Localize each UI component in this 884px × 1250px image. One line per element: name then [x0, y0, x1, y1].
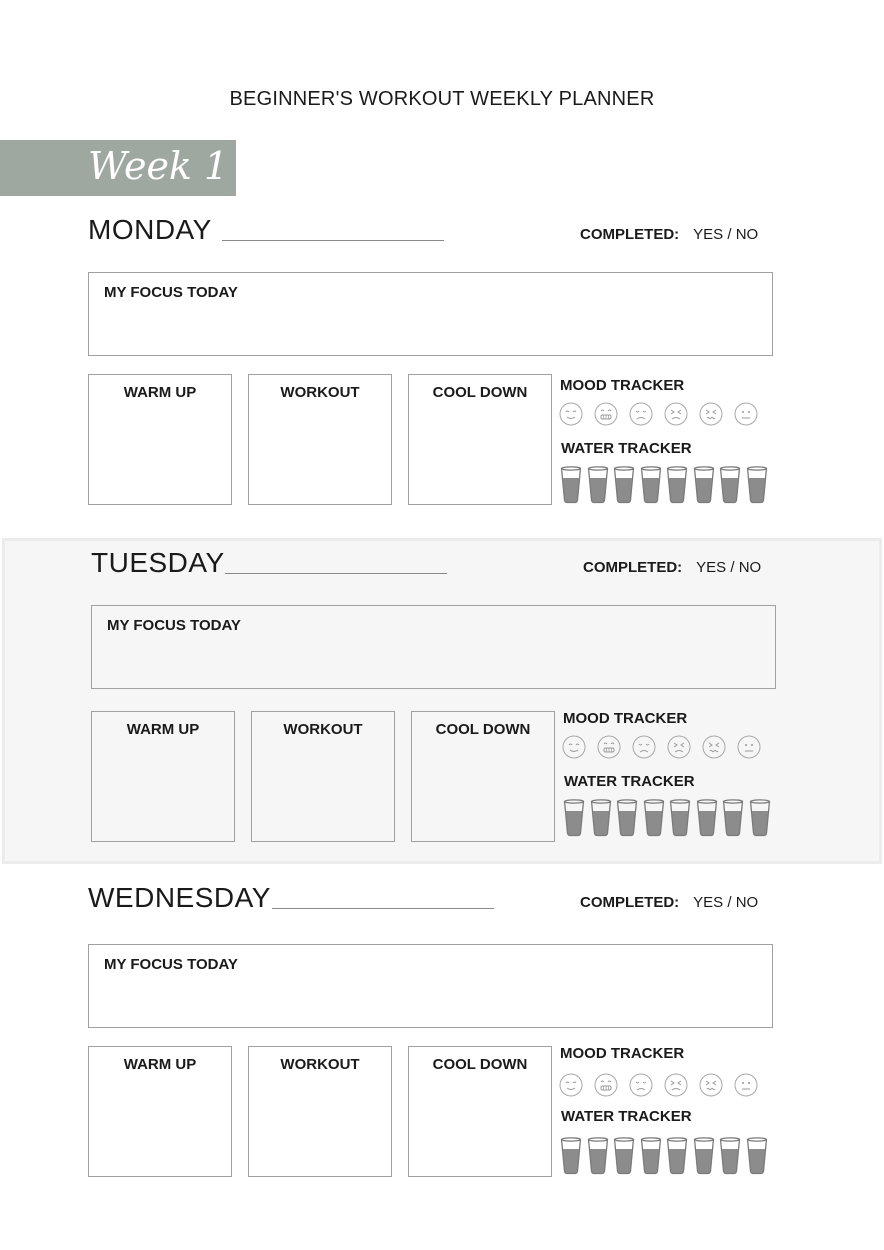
water-glass-icon[interactable]: [746, 466, 768, 504]
day-section-tuesday: [91, 547, 791, 847]
warm-up-box[interactable]: [88, 1046, 232, 1177]
focus-box[interactable]: [88, 272, 773, 356]
sad-face-icon[interactable]: [629, 1073, 653, 1097]
cool-down-label: COOL DOWN: [432, 1056, 528, 1073]
water-glass-icon[interactable]: [722, 799, 744, 837]
mood-tracker-title: MOOD TRACKER: [560, 377, 685, 394]
water-glass-icon[interactable]: [560, 1137, 582, 1175]
cool-down-label: COOL DOWN: [432, 384, 528, 401]
focus-box[interactable]: [88, 944, 773, 1028]
completed-status[interactable]: [580, 226, 758, 244]
focus-box[interactable]: [91, 605, 776, 689]
mood-tracker-title: MOOD TRACKER: [563, 710, 688, 727]
water-tracker-title: WATER TRACKER: [561, 1108, 692, 1125]
focus-label: MY FOCUS TODAY: [107, 617, 241, 634]
water-glass-icon[interactable]: [590, 799, 612, 837]
cool-down-box[interactable]: [411, 711, 555, 842]
water-glass-icon[interactable]: [693, 1137, 715, 1175]
grinning-face-icon[interactable]: [594, 1073, 618, 1097]
week-banner: [0, 140, 236, 196]
water-glass-icon[interactable]: [719, 1137, 741, 1175]
water-glass-icon[interactable]: [640, 1137, 662, 1175]
water-glass-icon[interactable]: [587, 1137, 609, 1175]
dizzy-face-icon[interactable]: [702, 735, 726, 759]
warm-up-box[interactable]: [88, 374, 232, 505]
completed-options[interactable]: YES / NO: [693, 226, 759, 243]
dizzy-face-icon[interactable]: [699, 402, 723, 426]
completed-status[interactable]: [583, 559, 761, 577]
day-section-monday: [88, 214, 788, 514]
dizzy-face-icon[interactable]: [699, 1073, 723, 1097]
day-section-wednesday: [88, 882, 788, 1182]
mood-tracker-title: MOOD TRACKER: [560, 1045, 685, 1062]
day-name-underline: [272, 908, 494, 909]
water-glass-icon[interactable]: [693, 466, 715, 504]
sad-face-icon[interactable]: [629, 402, 653, 426]
cool-down-box[interactable]: [408, 374, 552, 505]
grinning-face-icon[interactable]: [597, 735, 621, 759]
completed-label: COMPLETED:: [583, 559, 683, 576]
mood-tracker: [559, 1073, 769, 1099]
workout-label: WORKOUT: [280, 1056, 360, 1073]
smiling-face-icon[interactable]: [559, 1073, 583, 1097]
neutral-face-icon[interactable]: [737, 735, 761, 759]
day-name-underline: [225, 573, 447, 574]
water-glass-icon[interactable]: [696, 799, 718, 837]
neutral-face-icon[interactable]: [734, 402, 758, 426]
water-tracker-title: WATER TRACKER: [561, 440, 692, 457]
water-glass-icon[interactable]: [666, 466, 688, 504]
completed-status[interactable]: [580, 894, 758, 912]
water-glass-icon[interactable]: [616, 799, 638, 837]
water-glass-icon[interactable]: [749, 799, 771, 837]
warm-up-box[interactable]: [91, 711, 235, 842]
focus-label: MY FOCUS TODAY: [104, 956, 238, 973]
squinting-face-icon[interactable]: [667, 735, 691, 759]
smiling-face-icon[interactable]: [562, 735, 586, 759]
water-glass-icon[interactable]: [640, 466, 662, 504]
water-glass-icon[interactable]: [746, 1137, 768, 1175]
completed-options[interactable]: YES / NO: [693, 894, 759, 911]
warm-up-label: WARM UP: [123, 1056, 197, 1073]
smiling-face-icon[interactable]: [559, 402, 583, 426]
focus-label: MY FOCUS TODAY: [104, 284, 238, 301]
water-tracker: [563, 799, 773, 839]
squinting-face-icon[interactable]: [664, 402, 688, 426]
workout-box[interactable]: [251, 711, 395, 842]
water-glass-icon[interactable]: [643, 799, 665, 837]
water-glass-icon[interactable]: [719, 466, 741, 504]
mood-tracker: [562, 735, 772, 761]
day-name-underline: [222, 240, 444, 241]
water-tracker: [560, 466, 770, 506]
week-label: Week 1: [88, 144, 229, 188]
cool-down-box[interactable]: [408, 1046, 552, 1177]
water-glass-icon[interactable]: [613, 466, 635, 504]
water-glass-icon[interactable]: [669, 799, 691, 837]
water-glass-icon[interactable]: [587, 466, 609, 504]
water-tracker-title: WATER TRACKER: [564, 773, 695, 790]
mood-tracker: [559, 402, 769, 428]
completed-label: COMPLETED:: [580, 894, 680, 911]
squinting-face-icon[interactable]: [664, 1073, 688, 1097]
neutral-face-icon[interactable]: [734, 1073, 758, 1097]
warm-up-label: WARM UP: [123, 384, 197, 401]
water-tracker: [560, 1137, 770, 1177]
workout-label: WORKOUT: [283, 721, 363, 738]
page-title: BEGINNER'S WORKOUT WEEKLY PLANNER: [229, 88, 655, 110]
water-glass-icon[interactable]: [563, 799, 585, 837]
day-name: WEDNESDAY: [88, 882, 271, 913]
day-name: MONDAY: [88, 214, 212, 245]
water-glass-icon[interactable]: [560, 466, 582, 504]
workout-box[interactable]: [248, 1046, 392, 1177]
sad-face-icon[interactable]: [632, 735, 656, 759]
grinning-face-icon[interactable]: [594, 402, 618, 426]
cool-down-label: COOL DOWN: [435, 721, 531, 738]
day-name: TUESDAY: [91, 547, 225, 578]
warm-up-label: WARM UP: [126, 721, 200, 738]
workout-box[interactable]: [248, 374, 392, 505]
completed-label: COMPLETED:: [580, 226, 680, 243]
completed-options[interactable]: YES / NO: [696, 559, 762, 576]
water-glass-icon[interactable]: [613, 1137, 635, 1175]
water-glass-icon[interactable]: [666, 1137, 688, 1175]
workout-label: WORKOUT: [280, 384, 360, 401]
